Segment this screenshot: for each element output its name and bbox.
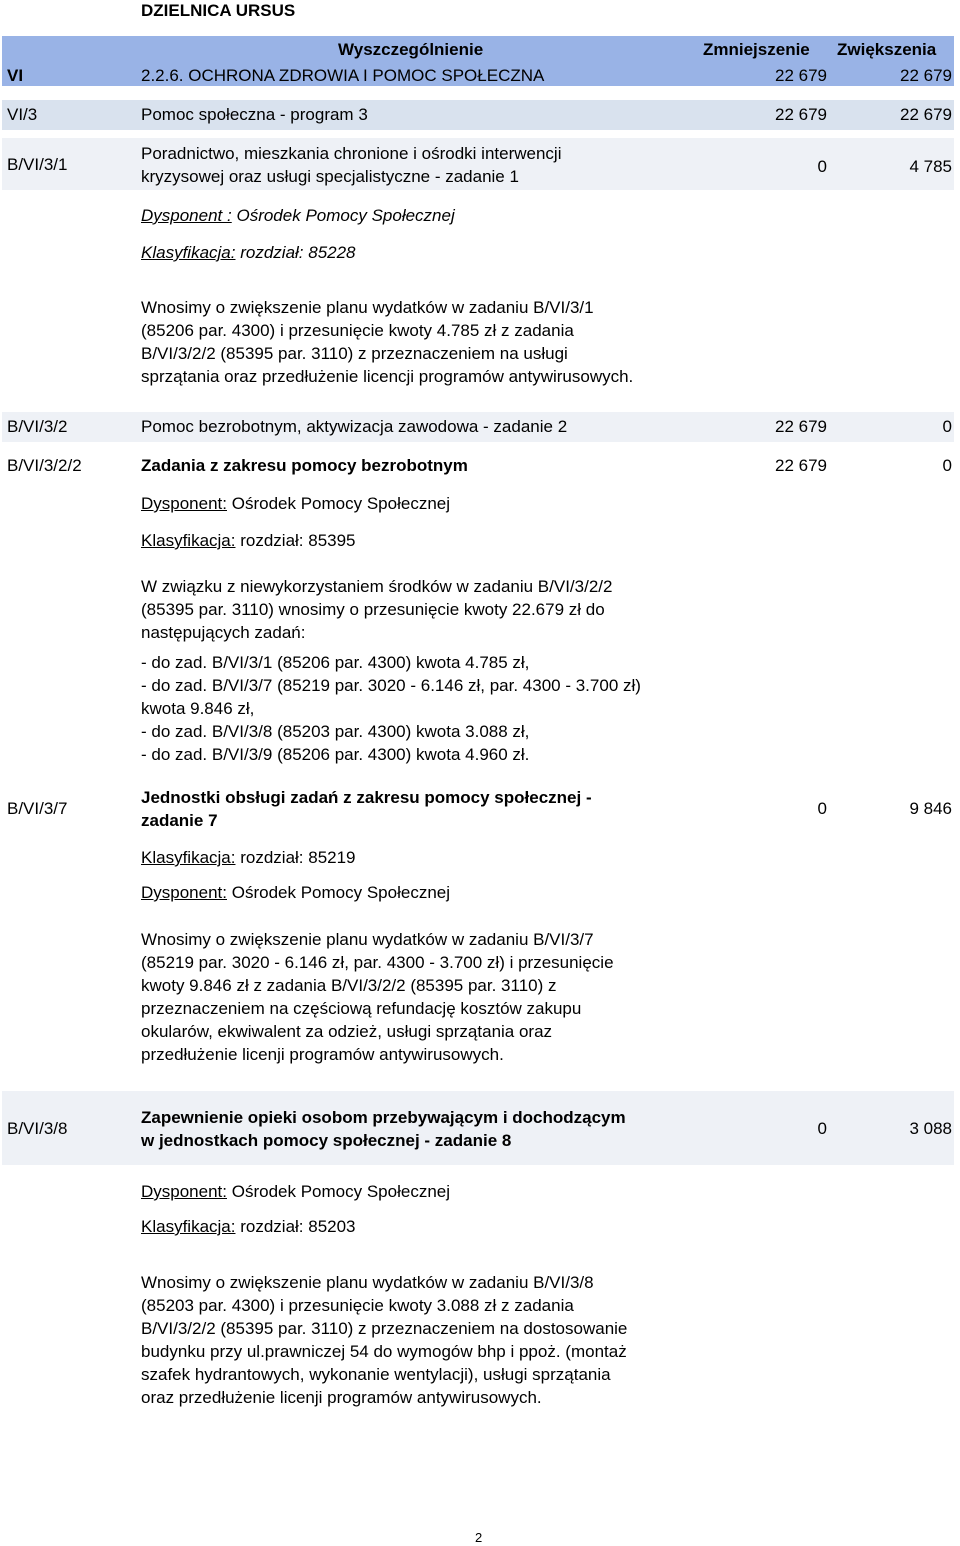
target-line: - do zad. B/VI/3/8 (85203 par. 4300) kwota 3.088 zł, (141, 722, 530, 741)
task2-2-target-list (141, 651, 641, 766)
program-code: VI/3 (7, 105, 38, 124)
klasyfikacja-value: rozdział: 85203 (240, 1217, 356, 1236)
dysponent-value: Ośrodek Pomocy Społecznej (231, 494, 451, 513)
task8-decrease: 0 (817, 1119, 827, 1138)
section-title: 2.2.6. OCHRONA ZDROWIA I POMOC SPOŁECZNA (141, 66, 545, 85)
justification-line: następujących zadań: (141, 623, 306, 642)
dysponent-value: Ośrodek Pomocy Społecznej (231, 883, 451, 902)
column-header-decrease: Zmniejszenie (703, 40, 810, 59)
target-line: kwota 9.846 zł, (141, 699, 255, 718)
justification-line: W związku z niewykorzystaniem środków w zadaniu B/VI/3/2/2 (141, 577, 613, 596)
dysponent-value: Ośrodek Pomocy Społecznej (231, 1182, 451, 1201)
task8-dysponent (141, 1182, 450, 1202)
dysponent-label: Dysponent: (141, 1182, 227, 1201)
task7-code: B/VI/3/7 (7, 799, 68, 818)
klasyfikacja-label: Klasyfikacja: (141, 1217, 236, 1236)
dysponent-label: Dysponent : (141, 206, 232, 225)
klasyfikacja-label: Klasyfikacja: (141, 531, 236, 550)
task8-justification (141, 1271, 627, 1409)
column-header-increase: Zwiększenia (837, 40, 937, 59)
section-increase: 22 679 (900, 66, 952, 85)
justification-line: okularów, ekwiwalent za odzież, usługi sprzątania oraz (141, 1022, 553, 1041)
task1-increase: 4 785 (909, 157, 952, 176)
task2-2-dysponent (141, 494, 450, 514)
task1-decrease: 0 (817, 157, 827, 176)
dysponent-label: Dysponent: (141, 494, 227, 513)
task2-decrease: 22 679 (775, 417, 827, 436)
task8-title-line: Zapewnienie opieki osobom przebywającym i dochodzącym (141, 1108, 626, 1127)
task2-title: Pomoc bezrobotnym, aktywizacja zawodowa - zadanie 2 (141, 417, 568, 436)
justification-line: budynku przy ul.prawniczej 54 do wymogów bhp i ppoż. (montaż (141, 1342, 627, 1361)
task1-code: B/VI/3/1 (7, 155, 68, 174)
target-line: - do zad. B/VI/3/1 (85206 par. 4300) kwota 4.785 zł, (141, 653, 530, 672)
task7-title-line: zadanie 7 (141, 811, 218, 830)
target-line: - do zad. B/VI/3/9 (85206 par. 4300) kwota 4.960 zł. (141, 745, 530, 764)
task1-dysponent (141, 206, 455, 226)
task8-title-line: w jednostkach pomocy społecznej - zadanie 8 (141, 1131, 512, 1150)
page-number: 2 (475, 1530, 483, 1545)
district-title: DZIELNICA URSUS (141, 1, 296, 20)
justification-line: Wnosimy o zwiększenie planu wydatków w zadaniu B/VI/3/8 (141, 1273, 594, 1292)
section-code: VI (7, 66, 24, 85)
task1-klasyfikacja (141, 243, 356, 263)
justification-line: kwoty 9.846 zł z zadania B/VI/3/2/2 (85395 par. 3110) z (141, 976, 557, 995)
task8-increase: 3 088 (909, 1119, 952, 1138)
dysponent-value: Ośrodek Pomocy Społecznej (236, 206, 455, 225)
task8-klasyfikacja (141, 1217, 356, 1237)
justification-line: B/VI/3/2/2 (85395 par. 3110) z przeznaczeniem na dostosowanie (141, 1319, 628, 1338)
klasyfikacja-value: rozdział: 85219 (240, 848, 356, 867)
program-decrease: 22 679 (775, 105, 827, 124)
task8-code: B/VI/3/8 (7, 1119, 68, 1138)
justification-line: Wnosimy o zwiększenie planu wydatków w zadaniu B/VI/3/7 (141, 930, 594, 949)
justification-line: (85206 par. 4300) i przesunięcie kwoty 4.785 zł z zadania (141, 321, 574, 340)
task2-2-increase: 0 (942, 456, 952, 475)
task2-2-decrease: 22 679 (775, 456, 827, 475)
task1-title-line: Poradnictwo, mieszkania chronione i ośrodki interwencji (141, 144, 562, 163)
justification-line: przeznaczeniem na częściową refundację kosztów zakupu (141, 999, 582, 1018)
program-title: Pomoc społeczna - program 3 (141, 105, 368, 124)
klasyfikacja-label: Klasyfikacja: (141, 243, 236, 262)
dysponent-label: Dysponent: (141, 883, 227, 902)
klasyfikacja-value: rozdział: 85395 (240, 531, 356, 550)
justification-line: sprzątania oraz przedłużenie licencji programów antywirusowych. (141, 367, 634, 386)
task1-title-line: kryzysowej oraz usługi specjalistyczne - zadanie 1 (141, 167, 519, 186)
klasyfikacja-label: Klasyfikacja: (141, 848, 236, 867)
justification-line: Wnosimy o zwiększenie planu wydatków w zadaniu B/VI/3/1 (141, 298, 594, 317)
task1-title (141, 142, 561, 188)
task7-decrease: 0 (817, 799, 827, 818)
justification-line: oraz przedłużenie licenji programów antywirusowych. (141, 1388, 542, 1407)
task1-justification (141, 296, 633, 388)
task7-dysponent (141, 883, 450, 903)
task2-increase: 0 (942, 417, 952, 436)
task2-2-title: Zadania z zakresu pomocy bezrobotnym (141, 456, 468, 475)
task7-justification (141, 928, 614, 1066)
task7-klasyfikacja (141, 848, 356, 868)
justification-line: (85395 par. 3110) wnosimy o przesunięcie kwoty 22.679 zł do (141, 600, 605, 619)
task2-code: B/VI/3/2 (7, 417, 68, 436)
justification-line: przedłużenie licenji programów antywirusowych. (141, 1045, 504, 1064)
justification-line: B/VI/3/2/2 (85395 par. 3110) z przeznaczeniem na usługi (141, 344, 568, 363)
task7-increase: 9 846 (909, 799, 952, 818)
justification-line: (85203 par. 4300) i przesunięcie kwoty 3.088 zł z zadania (141, 1296, 574, 1315)
justification-line: szafek hydrantowych, wykonanie wentylacji), usługi sprzątania (141, 1365, 611, 1384)
klasyfikacja-value: rozdział: 85228 (240, 243, 356, 262)
task8-title (141, 1106, 626, 1152)
target-line: - do zad. B/VI/3/7 (85219 par. 3020 - 6.146 zł, par. 4300 - 3.700 zł) (141, 676, 641, 695)
task2-2-justification (141, 575, 612, 644)
task7-title (141, 786, 592, 832)
program-increase: 22 679 (900, 105, 952, 124)
section-decrease: 22 679 (775, 66, 827, 85)
justification-line: (85219 par. 3020 - 6.146 zł, par. 4300 - 3.700 zł) i przesunięcie (141, 953, 614, 972)
column-header-description: Wyszczególnienie (338, 40, 484, 59)
task2-2-code: B/VI/3/2/2 (7, 456, 82, 475)
task7-title-line: Jednostki obsługi zadań z zakresu pomocy społecznej - (141, 788, 592, 807)
task2-2-klasyfikacja (141, 531, 356, 551)
